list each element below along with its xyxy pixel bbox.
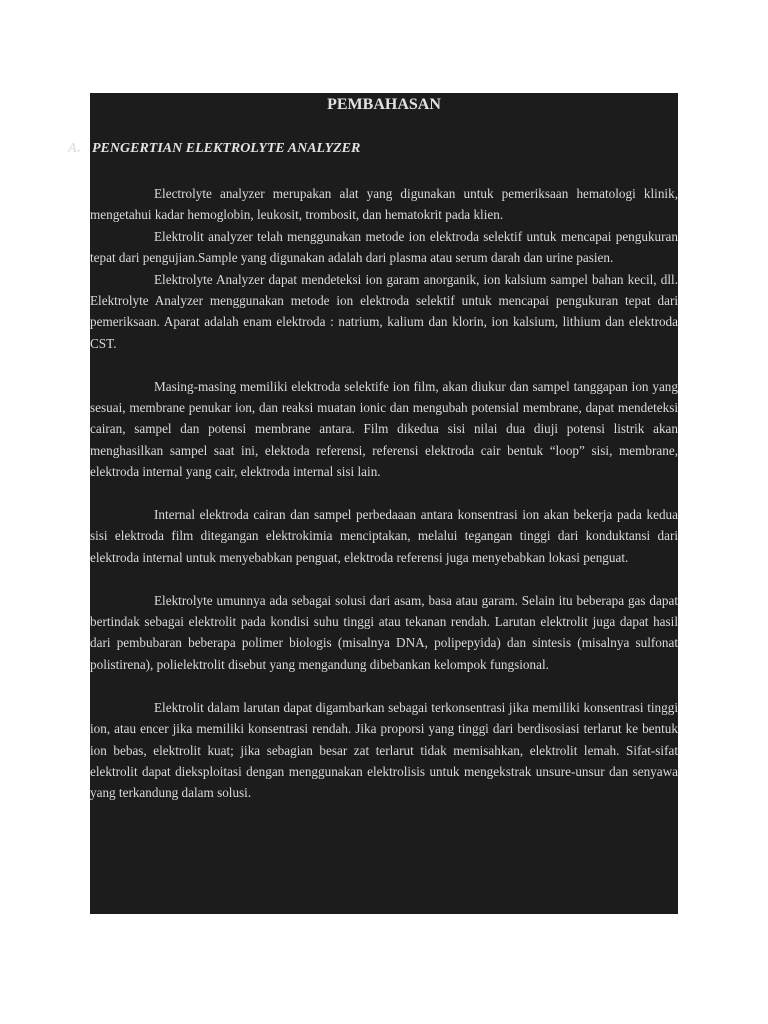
section-number: A. [68, 141, 81, 156]
paragraph: Elektrolit dalam larutan dapat digambarkan sebagai terkonsentrasi jika memiliki konsentrasi tinggi ion, atau encer jika memiliki konsentrasi rendah. Jika proporsi yang tinggi dari berdisosiasi terlarut ke bentuk ion bebas, elektrolit kuat; jika sebagian besar zat terlarut tidak memisahkan, elektrolit lemah. Sifat-sifat elektrolit dapat dieksploitasi dengan menggunakan elektrolisis untuk mengekstrak unsure-unsur dan senyawa yang terkandung dalam solusi. [90, 699, 678, 801]
paragraph: Elektrolyte umunnya ada sebagai solusi dari asam, basa atau garam. Selain itu beberapa gas dapat bertindak sebagai elektrolit pada kondisi suhu tinggi atau tekanan rendah. Larutan elektrolit juga dapat hasil dari pembubaran beberapa polimer biologis (misalnya DNA, polipepyida) dan sintesis (misalnya sulfonat polistirena), polielektrolit disebut yang mengandung dibebankan kelompok fungsional. [90, 592, 678, 672]
paragraph: Elektrolit analyzer telah menggunakan metode ion elektroda selektif untuk mencapai pengukuran tepat dari pengujian.Sample yang digunakan adalah dari plasma atau serum darah dan urine pasien. [90, 228, 678, 266]
section-heading-text: PENGERTIAN ELEKTROLYTE ANALYZER [92, 141, 361, 156]
page-title: PEMBAHASAN [327, 96, 441, 113]
paragraph: Elektrolyte Analyzer dapat mendeteksi ion garam anorganik, ion kalsium sampel bahan kecil, dll. Elektrolyte Analyzer menggunakan metode ion elektroda selektif untuk mencapai pengukuran tepat dari pemeriksaan. Aparat adalah enam elektroda : natrium, kalium dan klorin, ion kalsium, lithium dan elektroda CST. [90, 271, 678, 351]
section-heading [68, 140, 360, 158]
paragraph: Electrolyte analyzer merupakan alat yang digunakan untuk pemeriksaan hematologi klinik, mengetahui kadar hemoglobin, leukosit, trombosit, dan hematokrit pada klien. [90, 186, 678, 223]
body-text [90, 183, 678, 804]
paragraph: Internal elektroda cairan dan sampel perbedaaan antara konsentrasi ion akan bekerja pada kedua sisi elektroda film ditegangan elektrokimia menciptakan, melalui tegangan tinggi dari konduktansi dari elektroda internal untuk menyebabkan penguat, elektroda referensi juga menyebabkan lokasi penguat. [90, 507, 678, 565]
paragraph: Masing-masing memiliki elektroda selektife ion film, akan diukur dan sampel tanggapan ion yang sesuai, membrane penukar ion, dan reaksi muatan ionic dan mengubah potensial membrane, dapat mendeteksi cairan, sampel dan potensi membrane antara. Film dikedua sisi nilai dua diuji potensi listrik akan menghasilkan sampel saat ini, elektoda referensi, referensi elektroda cair bentuk “loop” sisi, membrane, elektroda internal yang cair, elektroda internal sisi lain. [90, 378, 678, 480]
